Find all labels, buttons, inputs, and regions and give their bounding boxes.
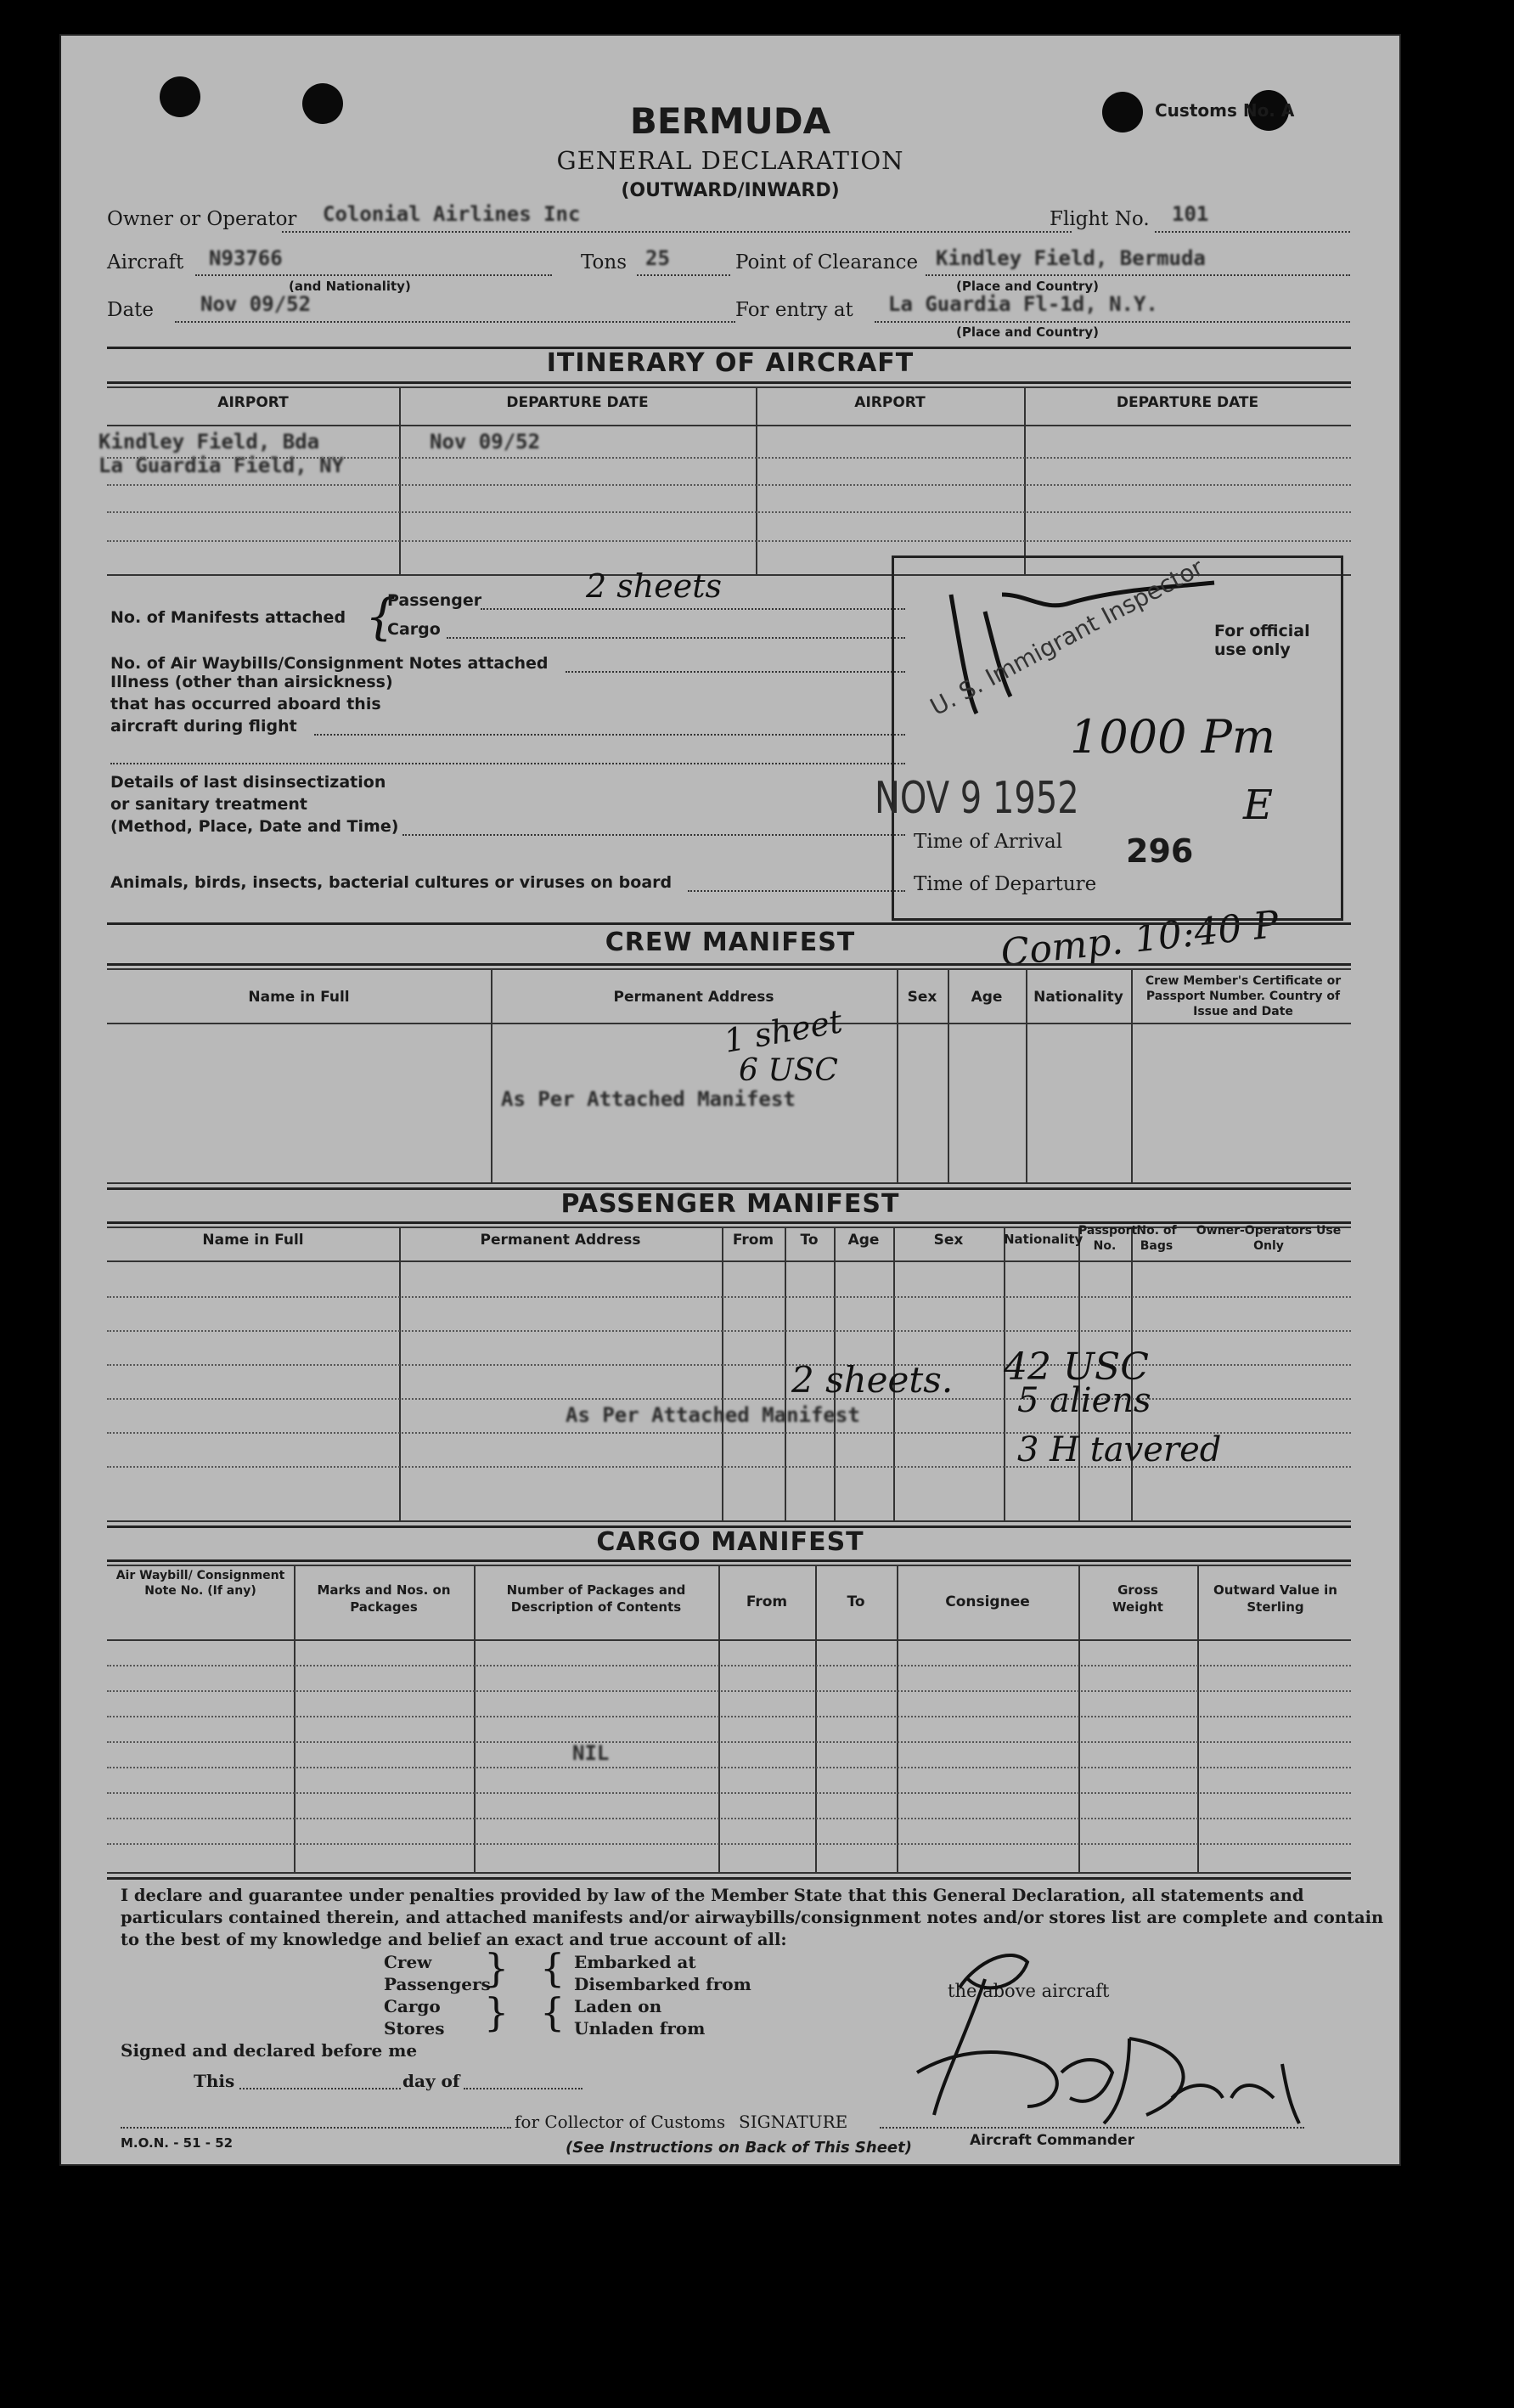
cargo-header-from: From <box>746 1593 788 1610</box>
pax-header-bags: No. of Bags <box>1136 1224 1177 1253</box>
rule <box>107 1877 1351 1880</box>
crew-title: CREW MANIFEST <box>605 928 856 957</box>
row-rule <box>107 511 1351 513</box>
disinsect-line-2: or sanitary treatment <box>110 795 308 814</box>
waybills-label: No. of Air Waybills/Consignment Notes attached <box>110 654 549 673</box>
pax-hand-3: 5 aliens <box>1017 1381 1151 1420</box>
form-code: M.O.N. - 51 - 52 <box>121 2135 234 2151</box>
crew-typed: As Per Attached Manifest <box>501 1087 796 1111</box>
itinerary-airport-2: La Guardia Field, NY <box>98 454 344 477</box>
brace: } <box>484 1945 509 1991</box>
clearance-sub: (Place and Country) <box>956 279 1100 294</box>
pax-header-from: From <box>732 1232 774 1249</box>
declaration-text-2: particulars contained therein, and attached manifests and/or airwaybills/consignment notes and/or stores list are complete and contain <box>121 1908 1384 1927</box>
brace: } <box>484 1989 509 2035</box>
crew-header-sex: Sex <box>907 989 937 1006</box>
pax-header-address: Permanent Address <box>480 1232 641 1249</box>
entry-line <box>875 321 1350 323</box>
decl-signature-label: SIGNATURE <box>739 2112 848 2132</box>
row-rule <box>107 1767 1351 1768</box>
clearance-line <box>926 274 1350 276</box>
official-use-label: For official use only <box>1214 622 1310 659</box>
cargo-title: CARGO MANIFEST <box>596 1527 864 1557</box>
pax-header-to: To <box>800 1232 819 1249</box>
pax-header-sex: Sex <box>933 1232 964 1249</box>
row-rule <box>107 457 1351 459</box>
day-of-line <box>464 2088 583 2089</box>
owner-line <box>282 231 1072 233</box>
pax-header-name: Name in Full <box>202 1232 304 1249</box>
row-rule <box>107 1665 1351 1666</box>
row-rule <box>107 1398 1351 1400</box>
pax-header-nationality: Nationality <box>1004 1232 1083 1247</box>
crew-header-address: Permanent Address <box>613 989 774 1006</box>
cargo-header-packages: Number of Packages and Description of Contents <box>506 1582 686 1615</box>
pax-header-owner-use: Owner-Operators Use Only <box>1196 1224 1342 1253</box>
pax-hand-2: 42 USC <box>1004 1345 1149 1389</box>
row-rule <box>107 1741 1351 1743</box>
departure-label: Time of Departure <box>914 873 1097 895</box>
row-rule <box>107 1716 1351 1717</box>
row-rule <box>107 1792 1351 1794</box>
brace: { <box>365 588 397 646</box>
decl-commander: Aircraft Commander <box>970 2132 1134 2149</box>
rule <box>107 1520 1351 1522</box>
illness-line-1: Illness (other than airsickness) <box>110 673 393 691</box>
declaration-text-3: to the best of my knowledge and belief an exact and true account of all: <box>121 1930 787 1949</box>
animals-label: Animals, birds, insects, bacterial cultures or viruses on board <box>110 873 673 892</box>
decl-stores: Stores <box>384 2018 445 2039</box>
row-rule <box>107 1843 1351 1845</box>
date-label: Date <box>107 299 155 321</box>
itinerary-airport-1: Kindley Field, Bda <box>98 430 320 454</box>
brace: { <box>540 1989 566 2035</box>
clearance-value: Kindley Field, Bermuda <box>936 246 1206 270</box>
rule <box>107 922 1351 925</box>
pax-hand-4: 3 H tavered <box>1017 1430 1222 1469</box>
row-rule <box>107 1690 1351 1692</box>
cargo-header-consignee: Consignee <box>945 1593 1030 1610</box>
rule <box>107 1639 1351 1641</box>
col-divider <box>722 1227 723 1520</box>
rule <box>107 1260 1351 1262</box>
form-title: GENERAL DECLARATION <box>556 146 904 175</box>
collector-line <box>121 2127 511 2129</box>
decl-day-of: day of <box>402 2071 460 2091</box>
rule <box>107 386 1351 388</box>
aircraft-label: Aircraft <box>107 251 184 274</box>
decl-unladen: Unladen from <box>574 2018 706 2039</box>
col-divider <box>756 386 757 575</box>
pax-typed: As Per Attached Manifest <box>566 1403 860 1427</box>
country-title: BERMUDA <box>629 100 831 142</box>
crew-header-age: Age <box>971 989 1003 1006</box>
clearance-label: Point of Clearance <box>735 251 919 274</box>
arrival-time-handwritten: 1000 Pm <box>1070 710 1276 764</box>
illness-line-3: aircraft during flight <box>110 717 297 736</box>
declaration-text-1: I declare and guarantee under penalties provided by law of the Member State that this General Declaration, all statements and <box>121 1886 1304 1905</box>
crew-header-certificate: Crew Member's Certificate or Passport Number. Country of Issue and Date <box>1145 974 1342 1018</box>
aircraft-sub: (and Nationality) <box>289 279 411 294</box>
rule <box>107 425 1351 426</box>
aircraft-line <box>195 274 552 276</box>
tons-value: 25 <box>645 246 670 270</box>
entry-value: La Guardia Fl-1d, N.Y. <box>888 292 1158 316</box>
itinerary-header-airport-2: AIRPORT <box>854 394 926 411</box>
cargo-header-waybill: Air Waybill/ Consignment Note No. (If any) <box>115 1569 285 1598</box>
tons-label: Tons <box>581 251 628 274</box>
col-divider <box>785 1227 786 1520</box>
handwritten-e: E <box>1243 781 1274 829</box>
cargo-line <box>447 637 905 639</box>
itinerary-header-date-1: DEPARTURE DATE <box>506 394 649 411</box>
col-divider <box>399 386 401 575</box>
owner-value: Colonial Airlines Inc <box>323 202 581 226</box>
decl-disembarked: Disembarked from <box>574 1974 751 1994</box>
flight-label: Flight No. <box>1050 208 1150 230</box>
row-rule <box>107 1818 1351 1819</box>
arrival-label: Time of Arrival <box>914 831 1063 853</box>
pax-hand-1: 2 sheets. <box>791 1359 954 1401</box>
crew-header-nationality: Nationality <box>1033 989 1123 1006</box>
cargo-header-marks: Marks and Nos. on Packages <box>317 1582 451 1615</box>
commander-signature <box>849 1928 1325 2149</box>
entry-sub: (Place and Country) <box>956 324 1100 340</box>
disinsect-line-3: (Method, Place, Date and Time) <box>110 817 399 836</box>
illness-line <box>314 734 905 736</box>
col-divider <box>718 1565 720 1872</box>
comp-handwritten: Comp. 10:40 P <box>999 902 1281 976</box>
col-divider <box>399 1227 401 1520</box>
animals-line <box>688 890 905 892</box>
itinerary-date-1: Nov 09/52 <box>430 430 541 454</box>
this-line <box>239 2088 401 2089</box>
tons-line <box>637 274 730 276</box>
cargo-header-to: To <box>847 1593 865 1610</box>
stamp-number: 296 <box>1126 832 1194 870</box>
decl-crew: Crew <box>384 1952 432 1972</box>
decl-embarked: Embarked at <box>574 1952 696 1972</box>
rule <box>107 1872 1351 1874</box>
waybills-line <box>566 671 905 673</box>
crew-hand-1: 1 sheet <box>721 1002 846 1060</box>
crew-header-name: Name in Full <box>248 989 350 1006</box>
crew-hand-2: 6 USC <box>739 1053 838 1088</box>
decl-instructions: (See Instructions on Back of This Sheet) <box>566 2139 912 2157</box>
passenger-label: Passenger <box>387 591 482 610</box>
row-rule <box>107 1330 1351 1332</box>
decl-for-collector: for Collector of Customs <box>515 2112 726 2132</box>
decl-passengers: Passengers <box>384 1974 491 1994</box>
decl-above-aircraft: the above aircraft <box>948 1981 1110 2001</box>
customs-number: Customs No. A <box>1155 100 1295 121</box>
itinerary-header-date-2: DEPARTURE DATE <box>1116 394 1259 411</box>
rule <box>107 968 1351 970</box>
cargo-typed: NIL <box>572 1741 610 1765</box>
arrival-date-stamp: NOV 9 1952 <box>875 773 1079 824</box>
pax-header-passport: Passport No. <box>1078 1224 1138 1253</box>
disinsect-line <box>402 834 905 836</box>
date-value: Nov 09/52 <box>200 292 312 316</box>
decl-cargo: Cargo <box>384 1996 441 2016</box>
itinerary-header-airport-1: AIRPORT <box>217 394 289 411</box>
row-rule <box>107 540 1351 542</box>
passenger-title: PASSENGER MANIFEST <box>560 1189 900 1219</box>
declaration-form <box>59 34 1401 2166</box>
row-rule <box>107 1296 1351 1298</box>
inspector-stamp: U. S. Immigrant Inspector <box>926 553 1208 722</box>
aircraft-value: N93766 <box>209 246 283 270</box>
decl-signed-before: Signed and declared before me <box>121 2040 418 2061</box>
illness-line <box>110 763 905 764</box>
row-rule <box>107 1364 1351 1366</box>
rule <box>107 1182 1351 1184</box>
decl-this: This <box>194 2071 235 2091</box>
row-rule <box>107 484 1351 486</box>
cargo-label: Cargo <box>387 620 441 639</box>
passenger-line <box>481 608 905 610</box>
decl-laden: Laden on <box>574 1996 662 2016</box>
col-divider <box>897 1565 898 1872</box>
brace: { <box>540 1945 566 1991</box>
owner-label: Owner or Operator <box>107 208 297 230</box>
illness-line-2: that has occurred aboard this <box>110 695 381 713</box>
passenger-handwritten: 2 sheets <box>586 567 722 605</box>
pax-header-age: Age <box>847 1232 880 1249</box>
rule <box>107 1559 1351 1562</box>
rule <box>107 963 1351 966</box>
flight-line <box>1155 231 1350 233</box>
cargo-header-weight: Gross Weight <box>1112 1582 1163 1615</box>
flight-value: 101 <box>1172 202 1209 226</box>
disinsect-line-1: Details of last disinsectization <box>110 773 386 792</box>
date-line <box>175 321 735 323</box>
form-subtitle: (OUTWARD/INWARD) <box>621 180 840 201</box>
itinerary-title: ITINERARY OF AIRCRAFT <box>546 348 915 378</box>
cargo-header-value: Outward Value in Sterling <box>1213 1582 1337 1615</box>
rule <box>107 381 1351 384</box>
entry-label: For entry at <box>735 299 853 321</box>
manifests-label: No. of Manifests attached <box>110 608 346 627</box>
col-divider <box>815 1565 817 1872</box>
